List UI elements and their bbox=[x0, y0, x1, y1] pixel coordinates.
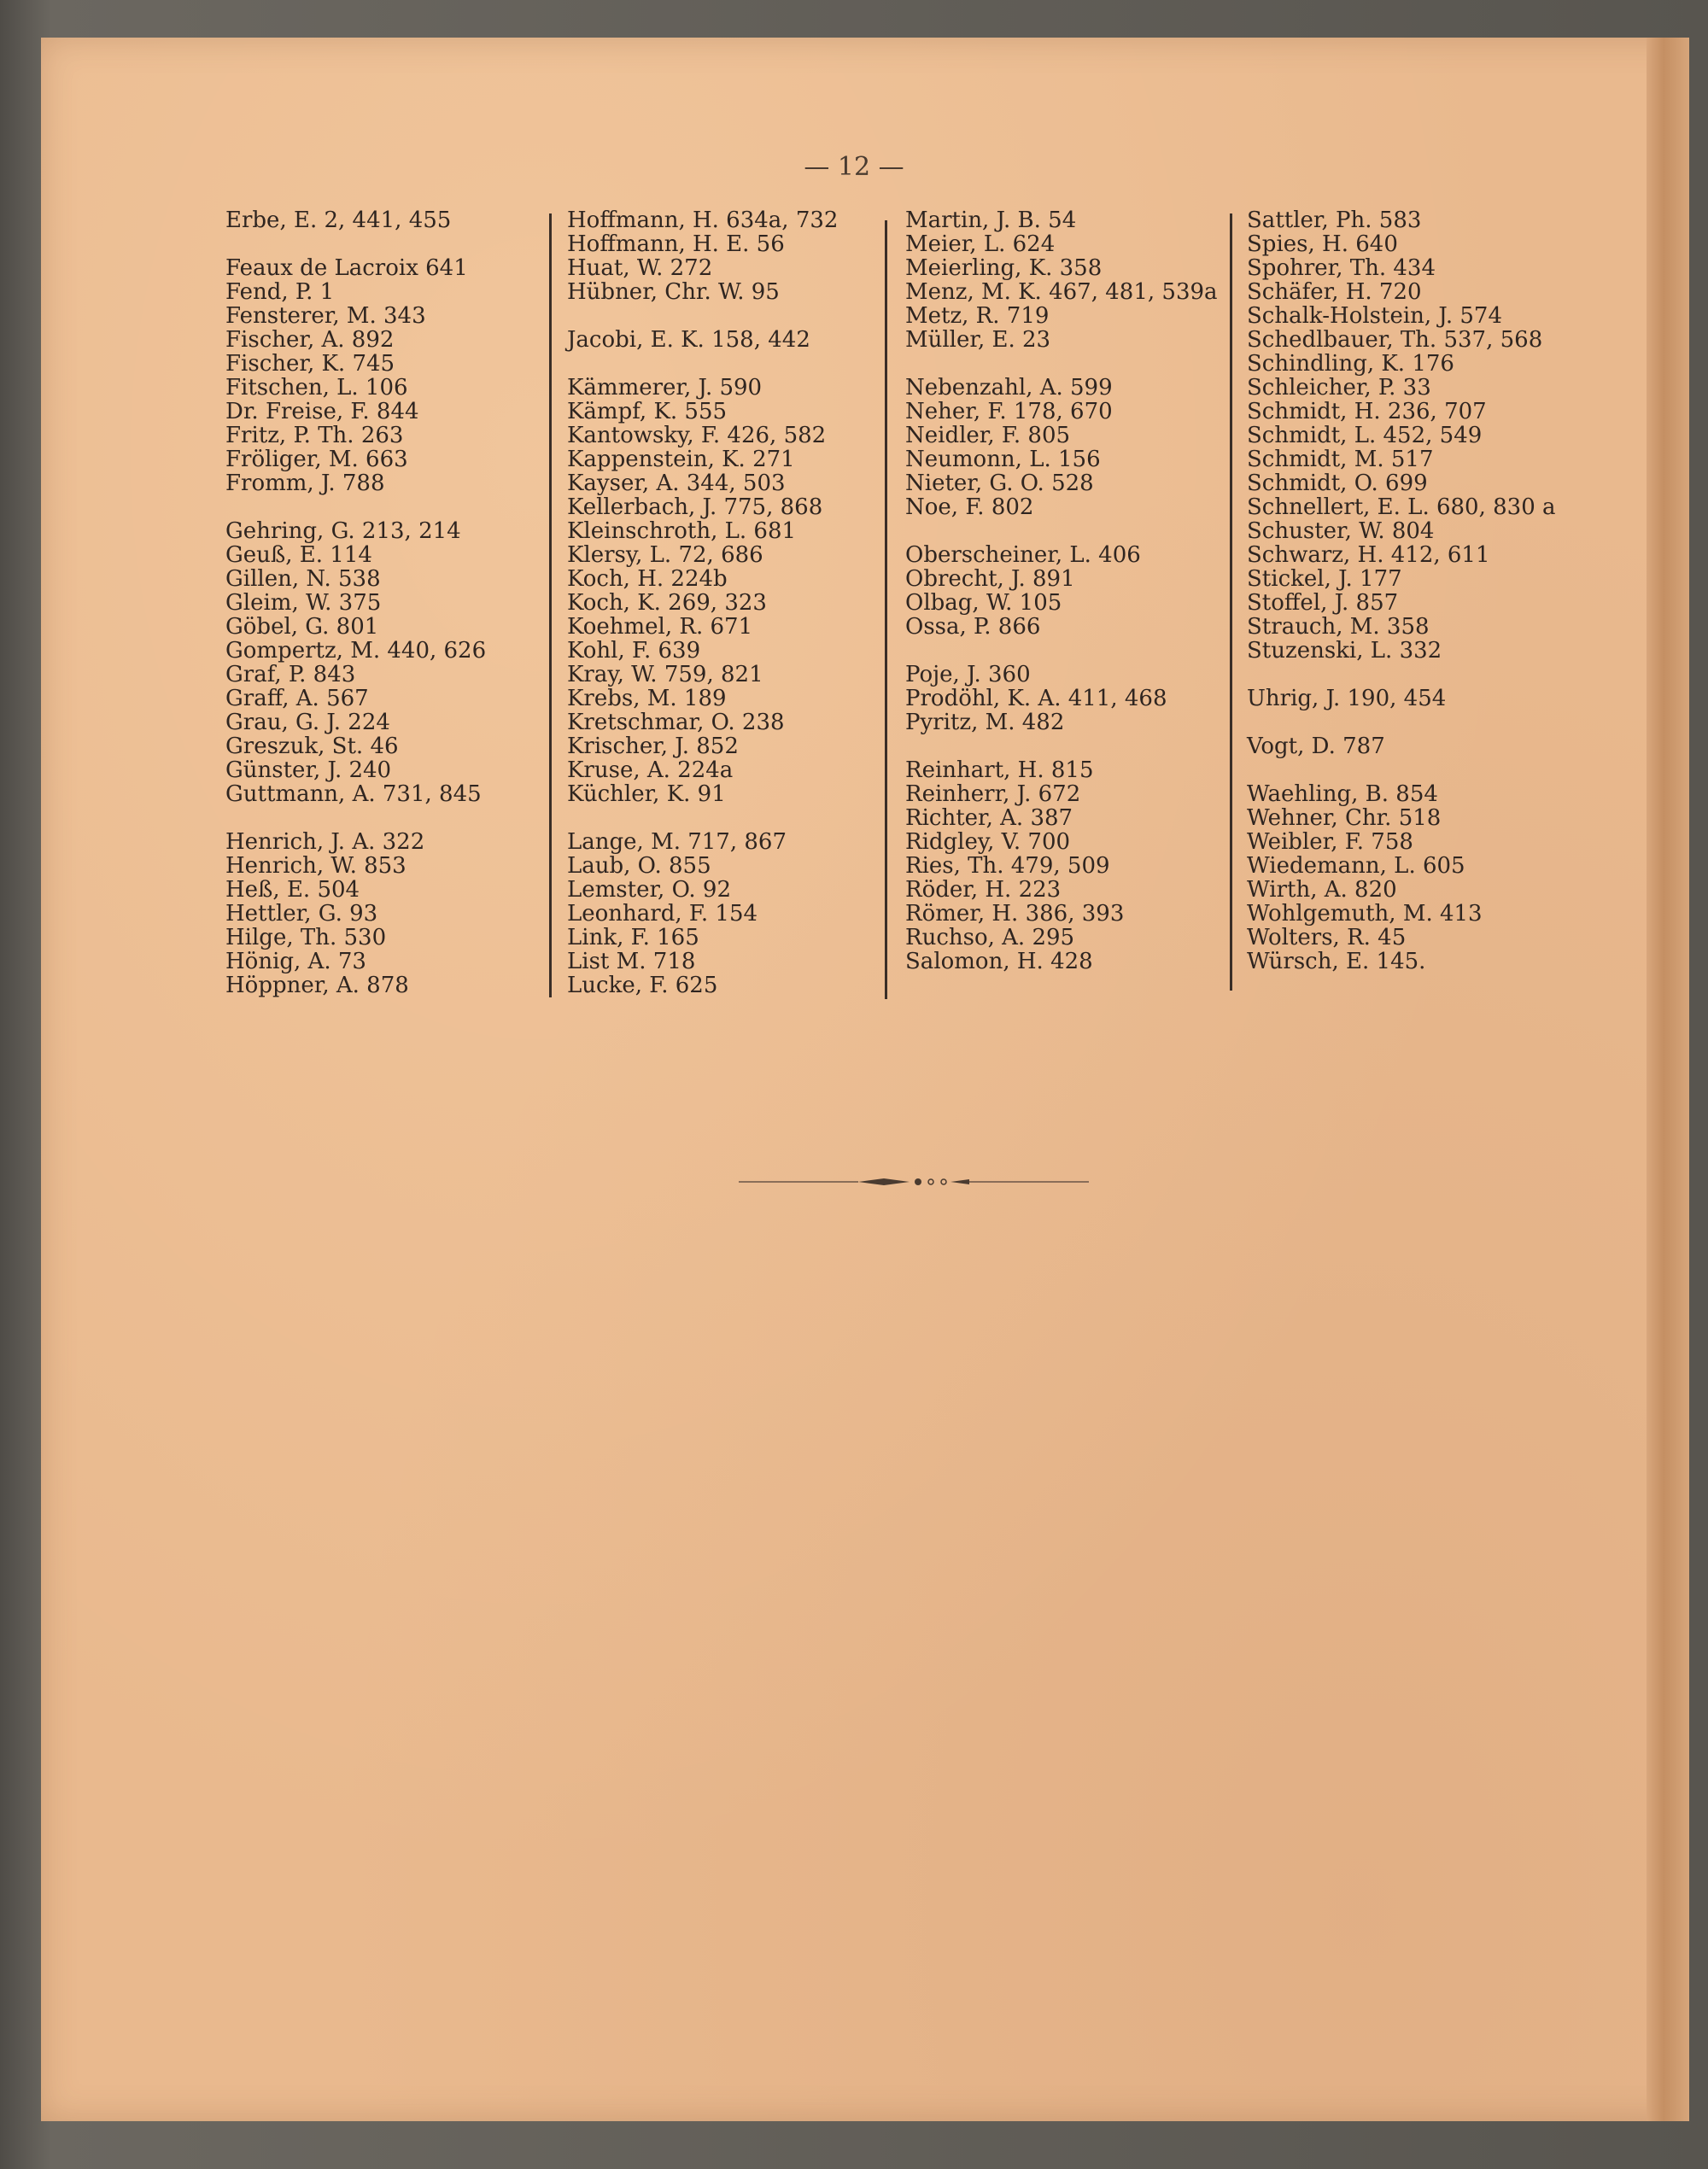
index-entry: Meierling, K. 358 bbox=[905, 255, 1103, 281]
index-entry: Waehling, B. 854 bbox=[1247, 781, 1438, 807]
index-entry: Guttmann, A. 731, 845 bbox=[225, 781, 482, 807]
index-entry: Kruse, A. 224a bbox=[567, 757, 734, 783]
index-entry: Gompertz, M. 440, 626 bbox=[225, 638, 487, 664]
index-entry: Schmidt, O. 699 bbox=[1247, 471, 1428, 496]
page-gutter bbox=[1647, 38, 1689, 2121]
index-entry: Kray, W. 759, 821 bbox=[567, 662, 763, 687]
index-entry: Hoffmann, H. 634a, 732 bbox=[567, 208, 839, 233]
index-entry: Obrecht, J. 891 bbox=[905, 566, 1075, 592]
index-entry: Krebs, M. 189 bbox=[567, 686, 727, 711]
group-spacer bbox=[567, 806, 883, 830]
index-entry: Prodöhl, K. A. 411, 468 bbox=[905, 686, 1167, 711]
group-spacer bbox=[905, 734, 1238, 758]
index-entry: Schnellert, E. L. 680, 830 a bbox=[1247, 494, 1556, 520]
index-entry: Schmidt, H. 236, 707 bbox=[1247, 399, 1487, 424]
group-spacer bbox=[1247, 663, 1554, 687]
index-entry: Kleinschroth, L. 681 bbox=[567, 518, 797, 544]
index-entry: Ruchso, A. 295 bbox=[905, 925, 1075, 950]
index-entry: Wiedemann, L. 605 bbox=[1247, 853, 1465, 879]
index-entry: Hoffmann, H. E. 56 bbox=[567, 231, 785, 257]
page-number: — 12 — bbox=[804, 152, 904, 182]
index-entry: Salomon, H. 428 bbox=[905, 949, 1093, 974]
group-spacer bbox=[225, 495, 550, 519]
index-entry: Erbe, E. 2, 441, 455 bbox=[225, 208, 452, 233]
index-entry: Nieter, G. O. 528 bbox=[905, 471, 1094, 496]
index-entry: Wolters, R. 45 bbox=[1247, 925, 1407, 950]
index-entry: Nebenzahl, A. 599 bbox=[905, 375, 1113, 400]
index-entry: Neumonn, L. 156 bbox=[905, 447, 1101, 472]
index-entry: Kretschmar, O. 238 bbox=[567, 710, 785, 735]
index-entry: Schäfer, H. 720 bbox=[1247, 279, 1422, 305]
column-rule-3 bbox=[1230, 213, 1232, 991]
group-spacer bbox=[567, 304, 883, 328]
index-entry: Günster, J. 240 bbox=[225, 757, 392, 783]
index-entry: Krischer, J. 852 bbox=[567, 734, 739, 759]
column-rule-2 bbox=[885, 220, 887, 999]
index-column-4 bbox=[1247, 208, 1554, 973]
index-entry: Fischer, K. 745 bbox=[225, 351, 395, 377]
index-entry: Richter, A. 387 bbox=[905, 805, 1073, 831]
index-entry: Feaux de Lacroix 641 bbox=[225, 255, 468, 281]
index-entry: Kayser, A. 344, 503 bbox=[567, 471, 786, 496]
index-entry: Neidler, F. 805 bbox=[905, 423, 1071, 448]
index-entry: Fromm, J. 788 bbox=[225, 471, 385, 496]
index-entry: Schwarz, H. 412, 611 bbox=[1247, 542, 1490, 568]
index-entry: Wirth, A. 820 bbox=[1247, 877, 1397, 903]
group-spacer bbox=[1247, 710, 1554, 734]
index-entry: Röder, H. 223 bbox=[905, 877, 1062, 903]
index-entry: Ridgley, V. 700 bbox=[905, 829, 1071, 855]
group-spacer bbox=[1247, 758, 1554, 782]
index-entry: Schuster, W. 804 bbox=[1247, 518, 1435, 544]
index-entry: Henrich, W. 853 bbox=[225, 853, 407, 879]
index-entry: Schindling, K. 176 bbox=[1247, 351, 1454, 377]
index-entry: Dr. Freise, F. 844 bbox=[225, 399, 419, 424]
index-entry: Würsch, E. 145. bbox=[1247, 949, 1426, 974]
index-entry: Leonhard, F. 154 bbox=[567, 901, 758, 927]
index-entry: Pyritz, M. 482 bbox=[905, 710, 1065, 735]
index-entry: Kellerbach, J. 775, 868 bbox=[567, 494, 823, 520]
group-spacer bbox=[905, 639, 1238, 663]
group-spacer bbox=[905, 352, 1238, 376]
index-entry: Neher, F. 178, 670 bbox=[905, 399, 1113, 424]
index-entry: Jacobi, E. K. 158, 442 bbox=[567, 327, 810, 353]
index-entry: Metz, R. 719 bbox=[905, 303, 1050, 329]
index-entry: Strauch, M. 358 bbox=[1247, 614, 1430, 640]
index-entry: Lange, M. 717, 867 bbox=[567, 829, 787, 855]
index-entry: Link, F. 165 bbox=[567, 925, 699, 950]
index-entry: Schmidt, L. 452, 549 bbox=[1247, 423, 1483, 448]
index-entry: Schleicher, P. 33 bbox=[1247, 375, 1431, 400]
index-entry: Kantowsky, F. 426, 582 bbox=[567, 423, 827, 448]
index-entry: Sattler, Ph. 583 bbox=[1247, 208, 1422, 233]
index-entry: Ossa, P. 866 bbox=[905, 614, 1041, 640]
index-entry: Graff, A. 567 bbox=[225, 686, 369, 711]
index-entry: Spies, H. 640 bbox=[1247, 231, 1398, 257]
index-entry: Fensterer, M. 343 bbox=[225, 303, 426, 329]
index-entry: Weibler, F. 758 bbox=[1247, 829, 1413, 855]
index-entry: Schalk-Holstein, J. 574 bbox=[1247, 303, 1502, 329]
index-entry: Menz, M. K. 467, 481, 539a bbox=[905, 279, 1218, 305]
index-entry: Greszuk, St. 46 bbox=[225, 734, 399, 759]
index-column-3 bbox=[905, 208, 1238, 973]
index-entry: Geuß, E. 114 bbox=[225, 542, 372, 568]
index-entry: Wehner, Chr. 518 bbox=[1247, 805, 1442, 831]
index-entry: Huat, W. 272 bbox=[567, 255, 713, 281]
index-entry: Fend, P. 1 bbox=[225, 279, 335, 305]
index-entry: Reinhart, H. 815 bbox=[905, 757, 1094, 783]
index-entry: Koch, H. 224b bbox=[567, 566, 728, 592]
index-entry: Schmidt, M. 517 bbox=[1247, 447, 1434, 472]
index-entry: Hilge, Th. 530 bbox=[225, 925, 387, 950]
index-entry: Kappenstein, K. 271 bbox=[567, 447, 795, 472]
index-entry: Fitschen, L. 106 bbox=[225, 375, 408, 400]
index-entry: Fritz, P. Th. 263 bbox=[225, 423, 404, 448]
index-entry: List M. 718 bbox=[567, 949, 696, 974]
index-entry: Gehring, G. 213, 214 bbox=[225, 518, 461, 544]
index-entry: Oberscheiner, L. 406 bbox=[905, 542, 1141, 568]
index-entry: Kohl, F. 639 bbox=[567, 638, 701, 664]
index-entry: Graf, P. 843 bbox=[225, 662, 356, 687]
index-entry: Hettler, G. 93 bbox=[225, 901, 378, 927]
index-entry: Henrich, J. A. 322 bbox=[225, 829, 425, 855]
index-entry: Römer, H. 386, 393 bbox=[905, 901, 1125, 927]
index-entry: Laub, O. 855 bbox=[567, 853, 711, 879]
index-entry: Fischer, A. 892 bbox=[225, 327, 395, 353]
index-entry: Gillen, N. 538 bbox=[225, 566, 381, 592]
index-entry: Meier, L. 624 bbox=[905, 231, 1056, 257]
group-spacer bbox=[567, 352, 883, 376]
index-entry: Vogt, D. 787 bbox=[1247, 734, 1385, 759]
group-spacer bbox=[225, 806, 550, 830]
ornament-divider bbox=[739, 1172, 1089, 1192]
index-entry: Kämmerer, J. 590 bbox=[567, 375, 763, 400]
index-column-2 bbox=[567, 208, 883, 997]
index-entry: Olbag, W. 105 bbox=[905, 590, 1062, 616]
group-spacer bbox=[225, 232, 550, 256]
index-entry: Koehmel, R. 671 bbox=[567, 614, 753, 640]
index-entry: Heß, E. 504 bbox=[225, 877, 360, 903]
group-spacer bbox=[905, 519, 1238, 543]
column-rule-1 bbox=[549, 213, 552, 997]
index-entry: Hönig, A. 73 bbox=[225, 949, 366, 974]
index-entry: Spohrer, Th. 434 bbox=[1247, 255, 1436, 281]
index-entry: Küchler, K. 91 bbox=[567, 781, 726, 807]
index-entry: Stuzenski, L. 332 bbox=[1247, 638, 1442, 664]
index-entry: Stickel, J. 177 bbox=[1247, 566, 1402, 592]
index-entry: Gleim, W. 375 bbox=[225, 590, 382, 616]
index-entry: Poje, J. 360 bbox=[905, 662, 1031, 687]
index-entry: Uhrig, J. 190, 454 bbox=[1247, 686, 1447, 711]
index-entry: Fröliger, M. 663 bbox=[225, 447, 408, 472]
index-entry: Lemster, O. 92 bbox=[567, 877, 731, 903]
index-entry: Stoffel, J. 857 bbox=[1247, 590, 1399, 616]
index-entry: Wohlgemuth, M. 413 bbox=[1247, 901, 1483, 927]
index-entry: Ries, Th. 479, 509 bbox=[905, 853, 1110, 879]
index-entry: Martin, J. B. 54 bbox=[905, 208, 1077, 233]
index-entry: Koch, K. 269, 323 bbox=[567, 590, 767, 616]
index-entry: Lucke, F. 625 bbox=[567, 973, 718, 998]
index-entry: Noe, F. 802 bbox=[905, 494, 1034, 520]
index-entry: Müller, E. 23 bbox=[905, 327, 1051, 353]
index-entry: Höppner, A. 878 bbox=[225, 973, 409, 998]
index-entry: Göbel, G. 801 bbox=[225, 614, 379, 640]
index-column-1 bbox=[225, 208, 550, 997]
index-entry: Klersy, L. 72, 686 bbox=[567, 542, 763, 568]
index-entry: Kämpf, K. 555 bbox=[567, 399, 728, 424]
index-entry: Hübner, Chr. W. 95 bbox=[567, 279, 780, 305]
index-entry: Reinherr, J. 672 bbox=[905, 781, 1081, 807]
index-entry: Grau, G. J. 224 bbox=[225, 710, 390, 735]
index-entry: Schedlbauer, Th. 537, 568 bbox=[1247, 327, 1543, 353]
